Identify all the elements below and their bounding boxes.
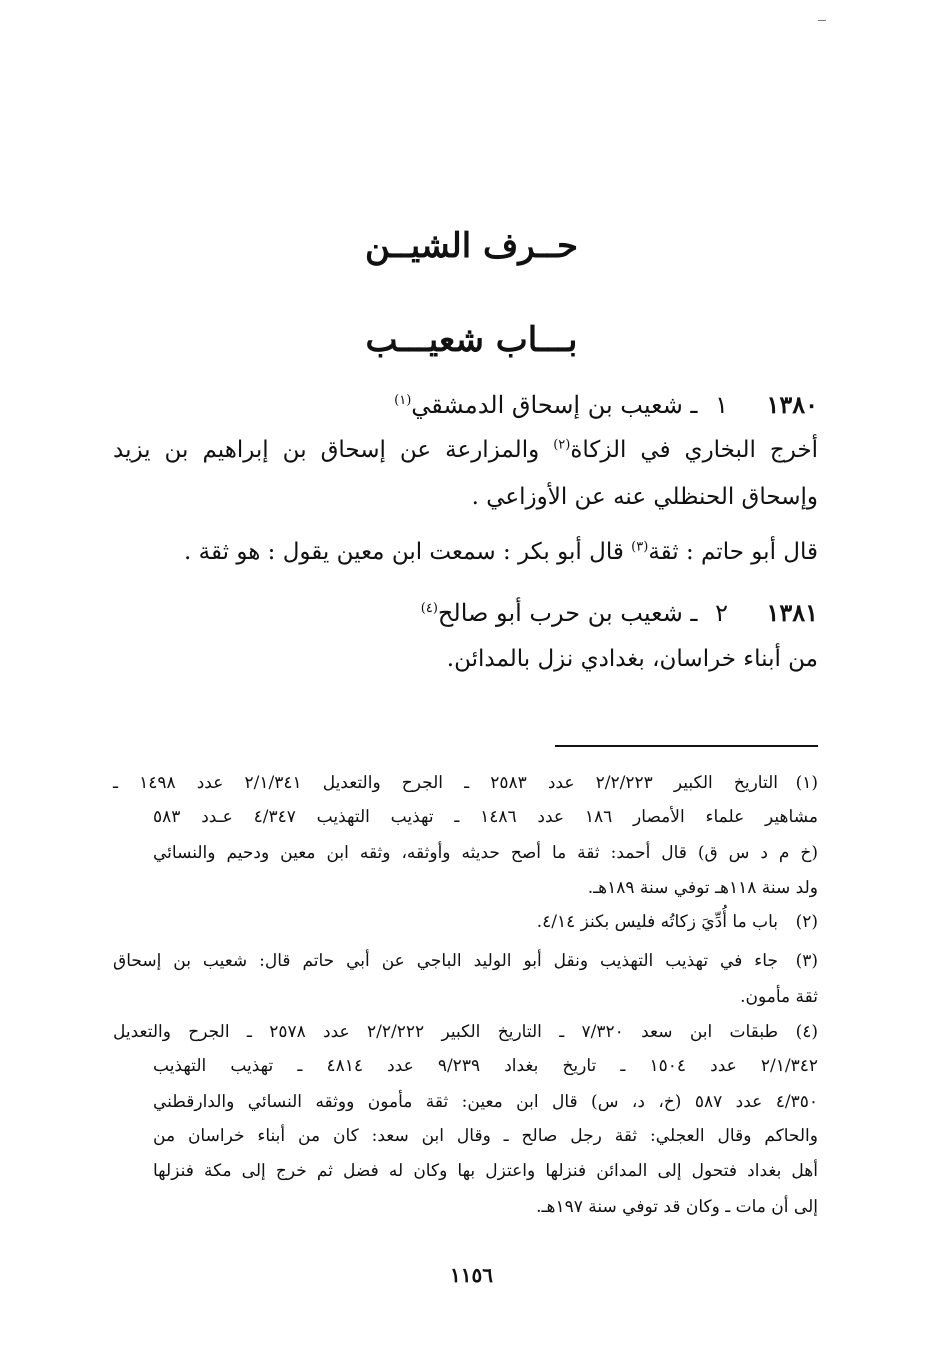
footnote-line xyxy=(113,1022,818,1042)
page-number: ١١٥٦ xyxy=(450,1263,493,1287)
footnote-number: (٤) xyxy=(795,1022,818,1042)
footnote-text: طبقات ابن سعد ٧/٣٢٠ ـ التاريخ الكبير ٢/٢/٢٢٢ عدد ٢٥٧٨ ـ الجرح والتعديل xyxy=(113,1022,778,1042)
entry-heading xyxy=(118,598,818,627)
text-segment: قال أبو بكر : سمعت ابن معين يقول : هو ثقة . xyxy=(184,539,632,565)
footnote-ref: (١) xyxy=(394,393,412,408)
entry-text-line xyxy=(113,484,818,510)
footnote-line: (خ م د س ق) قال أحمد: ثقة ما أصح حديثه وأوثقه، وثقه ابن معين ودحيم والنسائي xyxy=(153,843,818,863)
footnote-line xyxy=(113,951,818,971)
footnote-line: والحاكم وقال العجلي: ثقة رجل صالح ـ وقال ابن سعد: كان من أبناء خراسان من xyxy=(153,1126,818,1146)
footnote-ref: (٢) xyxy=(553,437,571,453)
scan-mark xyxy=(818,20,826,21)
text-segment: من أبناء خراسان، بغدادي نزل بالمدائن. xyxy=(446,646,818,672)
footnote-text: التاريخ الكبير ٢/٢/٢٢٣ عدد ٢٥٨٣ ـ الجرح والتعديل ٢/١/٣٤١ عدد ١٤٩٨ ـ xyxy=(113,773,778,793)
chapter-title: حــرف الشيــن xyxy=(365,226,578,266)
entry-number: ١٣٨٠ xyxy=(766,390,818,419)
entry-name: ـ شعيب بن إسحاق الدمشقي xyxy=(411,391,698,419)
footnote-line xyxy=(113,773,818,793)
entry-name: ـ شعيب بن حرب أبو صالح xyxy=(437,599,698,627)
footnote-line: ثقة مأمون. xyxy=(740,987,818,1007)
footnote-line: أهل بغداد فتحول إلى المدائن فنزلها واعتزل بها وكان له فضل ثم خرج إلى مكة فنزلها xyxy=(153,1161,818,1181)
text-segment: وإسحاق الحنظلي عنه عن الأوزاعي . xyxy=(471,484,818,510)
footnote-ref: (٤) xyxy=(420,601,438,616)
footnote-number: (٣) xyxy=(795,951,818,971)
footnote-number: (١) xyxy=(795,773,818,793)
footnote-separator xyxy=(555,745,818,747)
text-segment: أخرج البخاري في الزكاة xyxy=(570,437,818,463)
footnote-ref: (٣) xyxy=(631,539,649,555)
footnote-line xyxy=(113,912,818,932)
text-segment: قال أبو حاتم : ثقة xyxy=(648,539,818,565)
entry-number: ١٣٨١ xyxy=(766,598,818,627)
entry-heading xyxy=(118,390,818,419)
footnote-line: مشاهير علماء الأمصار ١٨٦ عدد ١٤٨٦ ـ تهذيب التهذيب ٤/٣٤٧ عـدد ٥٨٣ xyxy=(153,807,818,827)
footnote-line: ٤/٣٥٠ عدد ٥٨٧ (خ، د، س) قال ابن معين: ثقة مأمون ووثقه النسائي والدارقطني xyxy=(153,1092,818,1112)
footnote-line: إلى أن مات ـ وكان قد توفي سنة ١٩٧هـ. xyxy=(536,1197,818,1217)
footnote-text: باب ما أُدِّيَ زكاتُه فليس بكنز ٤/١٤. xyxy=(536,912,778,932)
footnote-line: ولد سنة ١١٨هـ توفي سنة ١٨٩هـ. xyxy=(587,878,818,898)
entry-index: ٢ xyxy=(715,599,728,627)
entry-text-line xyxy=(113,646,818,672)
entry-text-line xyxy=(113,437,818,463)
text-segment: والمزارعة عن إسحاق بن إبراهيم بن يزيد xyxy=(113,437,554,463)
entry-text-line xyxy=(113,539,818,565)
footnote-text: جاء في تهذيب التهذيب ونقل أبو الوليد الباجي عن أبي حاتم قال: شعيب بن إسحاق xyxy=(113,951,778,971)
footnote-line: ٢/١/٣٤٢ عدد ١٥٠٤ ـ تاريخ بغداد ٩/٢٣٩ عدد ٤٨١٤ ـ تهذيب التهذيب xyxy=(153,1056,818,1076)
footnote-number: (٢) xyxy=(795,912,818,932)
entry-index: ١ xyxy=(715,391,728,419)
section-title: بـــاب شعيـــب xyxy=(365,320,578,360)
